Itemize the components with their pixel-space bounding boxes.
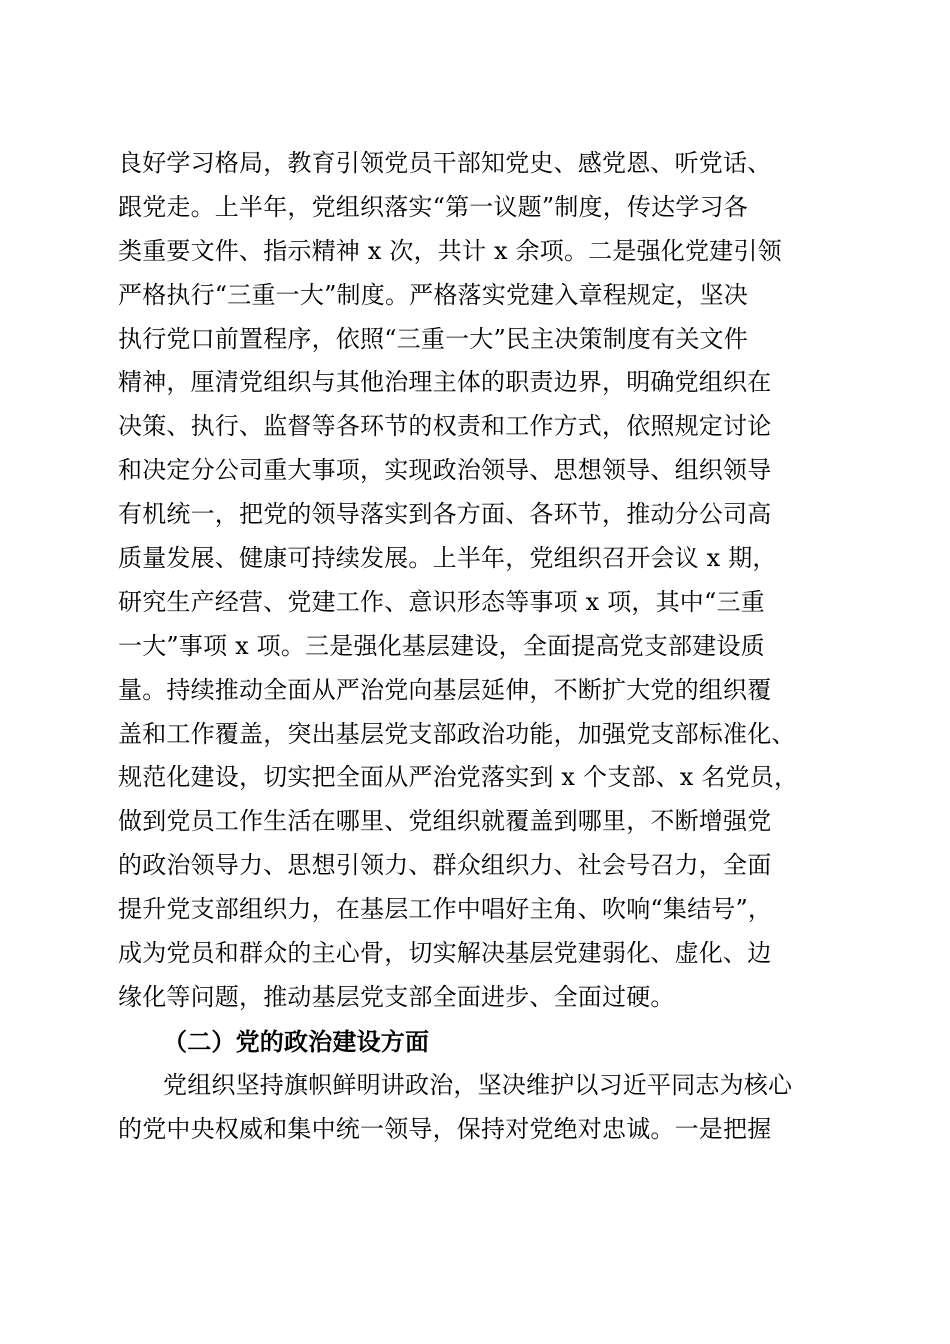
- text-line: 研究生产经营、党建工作、意识形态等事项 x 项，其中“三重: [118, 587, 765, 616]
- text-line: 有机统一，把党的领导落实到各方面、各环节，推动分公司高: [118, 500, 772, 529]
- text-line: 精神，厘清党组织与其他治理主体的职责边界，明确党组织在: [118, 368, 772, 397]
- text-line: 党组织坚持旗帜鲜明讲政治，坚决维护以习近平同志为核心: [163, 1070, 793, 1099]
- text-line: 提升党支部组织力，在基层工作中唱好主角、吹响“集结号”，: [118, 895, 773, 924]
- text-line: 一大”事项 x 项。三是强化基层建设，全面提高党支部建设质: [118, 631, 765, 660]
- text-line: 做到党员工作生活在哪里、党组织就覆盖到哪里，不断增强党: [118, 807, 772, 836]
- document-body: [118, 142, 834, 1151]
- text-line: 和决定分公司重大事项，实现政治领导、思想领导、组织领导: [118, 456, 772, 485]
- text-line: 质量发展、健康可持续发展。上半年，党组织召开会议 x 期，: [118, 544, 777, 573]
- section-heading: （二）党的政治建设方面: [163, 1026, 430, 1056]
- text-line: 类重要文件、指示精神 x 次，共计 x 余项。二是强化党建引领: [118, 236, 782, 265]
- text-line: 的党中央权威和集中统一领导，保持对党绝对忠诚。一是把握: [118, 1114, 772, 1143]
- text-line: 执行党口前置程序，依照“三重一大”民主决策制度有关文件: [118, 324, 748, 353]
- text-line: 良好学习格局，教育引领党员干部知党史、感党恩、听党话、: [118, 149, 772, 177]
- text-line: 跟党走。上半年，党组织落实“第一议题”制度，传达学习各: [118, 192, 748, 221]
- text-line: 决策、执行、监督等各环节的权责和工作方式，依照规定讨论: [118, 412, 772, 441]
- text-line: 的政治领导力、思想引领力、群众组织力、社会号召力，全面: [118, 851, 772, 880]
- text-line: 严格执行“三重一大”制度。严格落实党建入章程规定，坚决: [118, 280, 748, 309]
- text-line: 缘化等问题，推动基层党支部全面进步、全面过硬。: [118, 982, 675, 1011]
- text-line: 盖和工作覆盖，突出基层党支部政治功能，加强党支部标准化、: [118, 719, 796, 748]
- text-line: 成为党员和群众的主心骨，切实解决基层党建弱化、虚化、边: [118, 939, 772, 968]
- text-line: 规范化建设，切实把全面从严治党落实到 x 个支部、x 名党员，: [118, 763, 799, 792]
- text-line: 量。持续推动全面从严治党向基层延伸，不断扩大党的组织覆: [118, 675, 772, 704]
